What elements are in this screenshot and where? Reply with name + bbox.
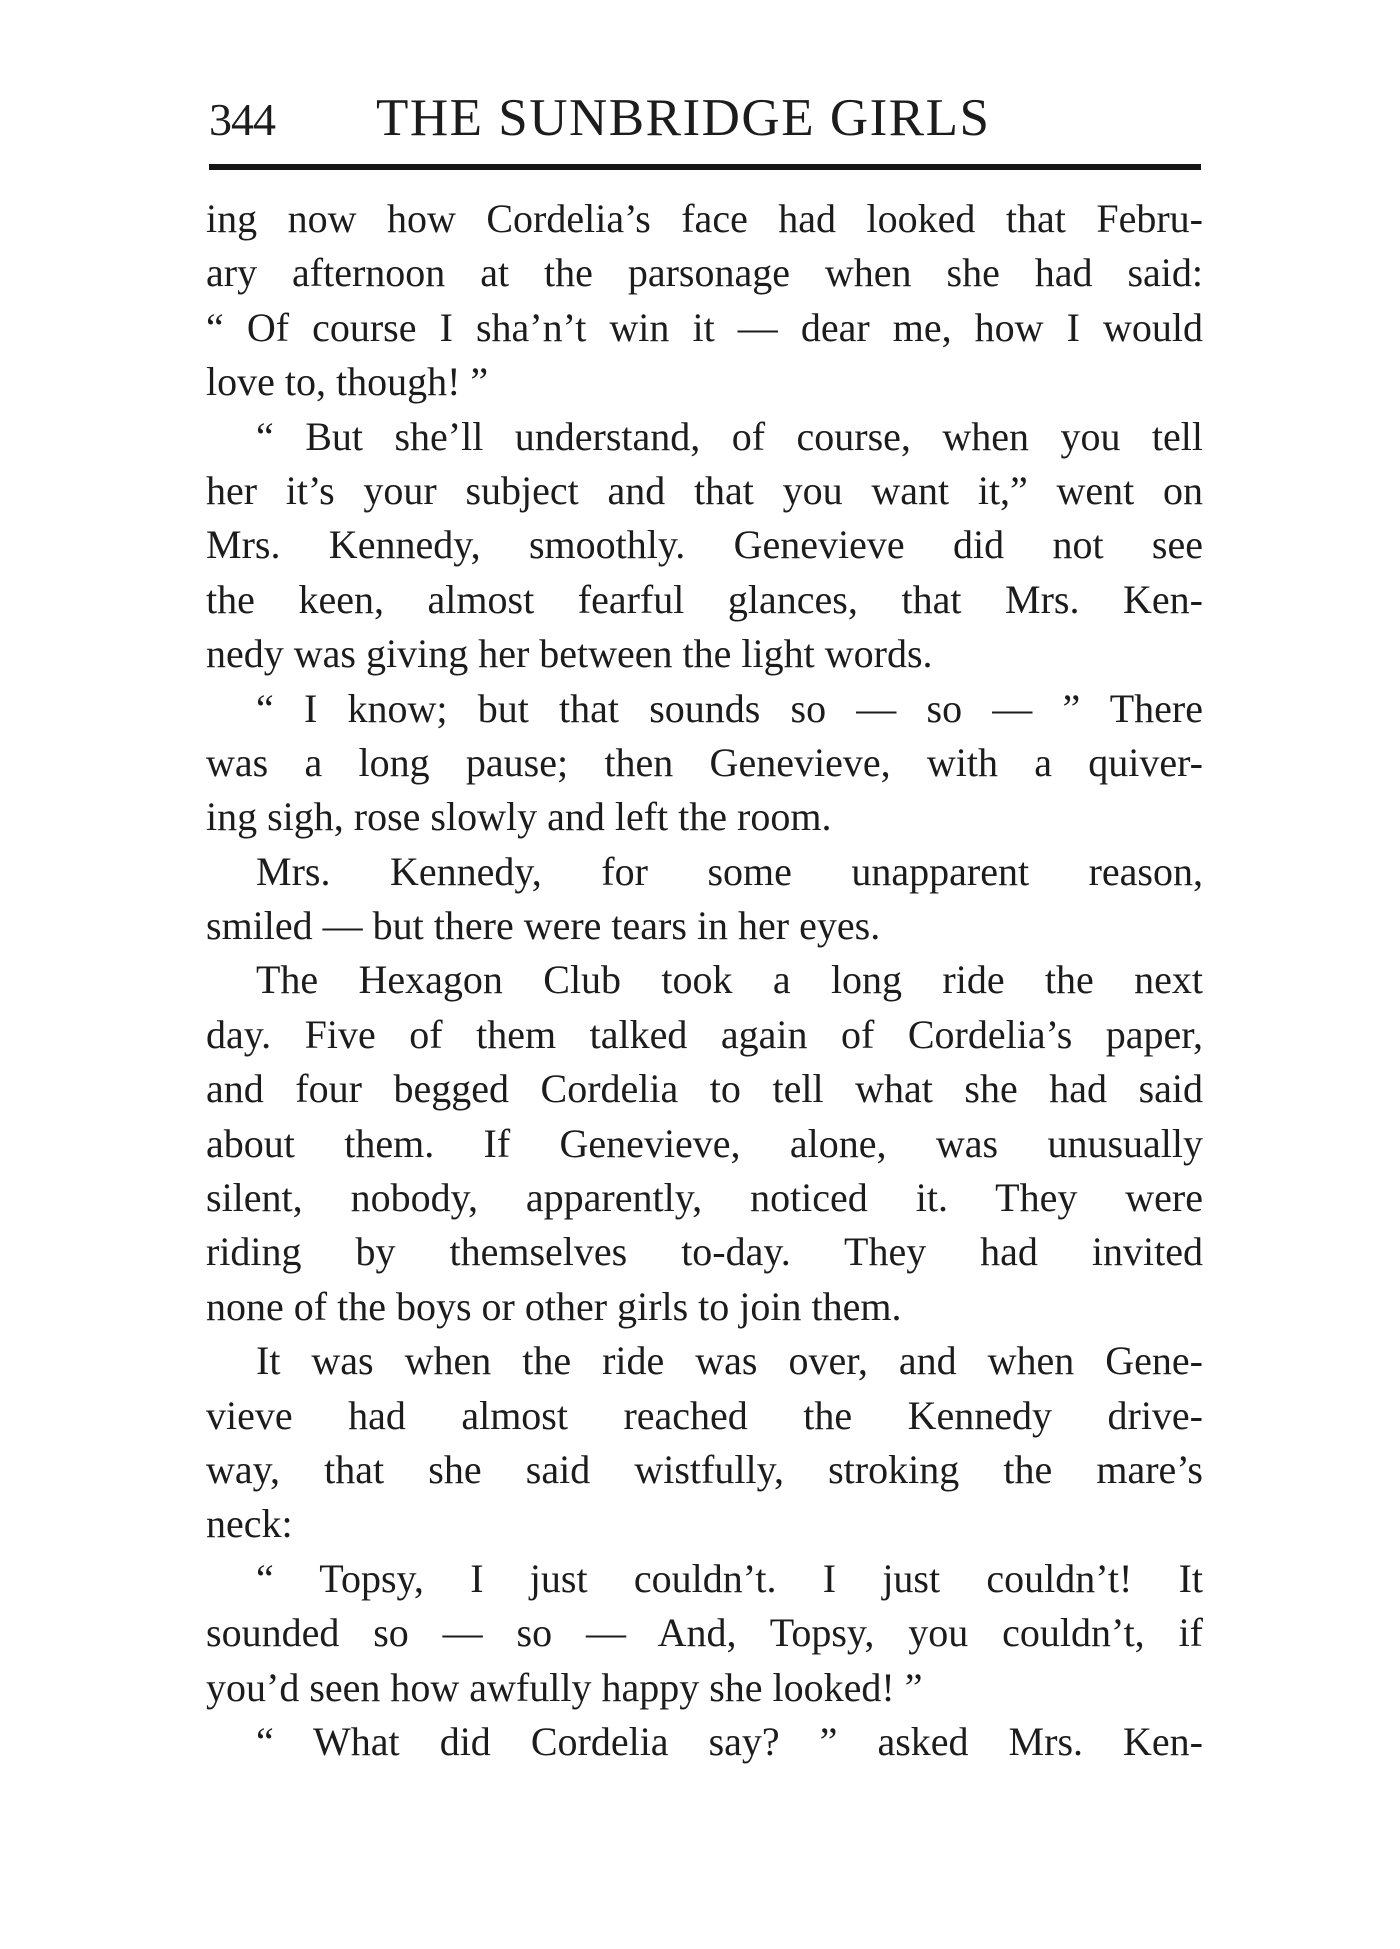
- header-rule: [209, 164, 1201, 170]
- text-line: It was when the ride was over, and when Gene-: [256, 1338, 1203, 1384]
- text-line: love to, though! ”: [206, 359, 489, 405]
- text-line: “ But she’ll understand, of course, when you tell: [256, 413, 1203, 459]
- text-line: ing sigh, rose slowly and left the room.: [206, 794, 832, 840]
- text-line: and four begged Cordelia to tell what she had said: [206, 1066, 1203, 1112]
- text-line: “ Of course I sha’n’t win it — dear me, how I would: [206, 304, 1203, 350]
- text-line: was a long pause; then Genevieve, with a quiver-: [206, 739, 1203, 785]
- text-line: smiled — but there were tears in her eyes.: [206, 903, 881, 949]
- text-line: way, that she said wistfully, stroking the mare’s: [206, 1446, 1203, 1492]
- text-line: “ What did Cordelia say? ” asked Mrs. Ken-: [256, 1718, 1203, 1764]
- text-line: you’d seen how awfully happy she looked! ”: [206, 1664, 923, 1710]
- page-number: 344: [209, 94, 275, 145]
- running-head: [209, 88, 1201, 150]
- running-title: THE SUNBRIDGE GIRLS: [376, 89, 991, 147]
- text-line: vieve had almost reached the Kennedy drive-: [206, 1392, 1203, 1438]
- text-line: day. Five of them talked again of Cordelia’s paper,: [206, 1011, 1203, 1057]
- text-line: nedy was giving her between the light words.: [206, 631, 933, 677]
- text-line: ing now how Cordelia’s face had looked that Febru-: [206, 196, 1203, 241]
- text-line: “ Topsy, I just couldn’t. I just couldn’t! It: [256, 1555, 1203, 1601]
- text-line: neck:: [206, 1501, 293, 1547]
- body-text: [206, 192, 1203, 1769]
- text-line: riding by themselves to-day. They had invited: [206, 1229, 1203, 1275]
- text-line: Mrs. Kennedy, for some unapparent reason,: [256, 848, 1203, 894]
- text-line: The Hexagon Club took a long ride the next: [256, 957, 1203, 1003]
- text-line: the keen, almost fearful glances, that Mrs. Ken-: [206, 576, 1203, 622]
- text-line: about them. If Genevieve, alone, was unusually: [206, 1120, 1203, 1166]
- text-line: “ I know; but that sounds so — so — ” There: [256, 685, 1203, 731]
- text-line: ary afternoon at the parsonage when she had said:: [206, 250, 1203, 296]
- text-line: Mrs. Kennedy, smoothly. Genevieve did not see: [206, 522, 1203, 568]
- text-line: her it’s your subject and that you want it,” went on: [206, 467, 1203, 513]
- text-line: none of the boys or other girls to join them.: [206, 1283, 902, 1329]
- text-line: silent, nobody, apparently, noticed it. They were: [206, 1175, 1203, 1221]
- text-line: sounded so — so — And, Topsy, you couldn’t, if: [206, 1610, 1203, 1656]
